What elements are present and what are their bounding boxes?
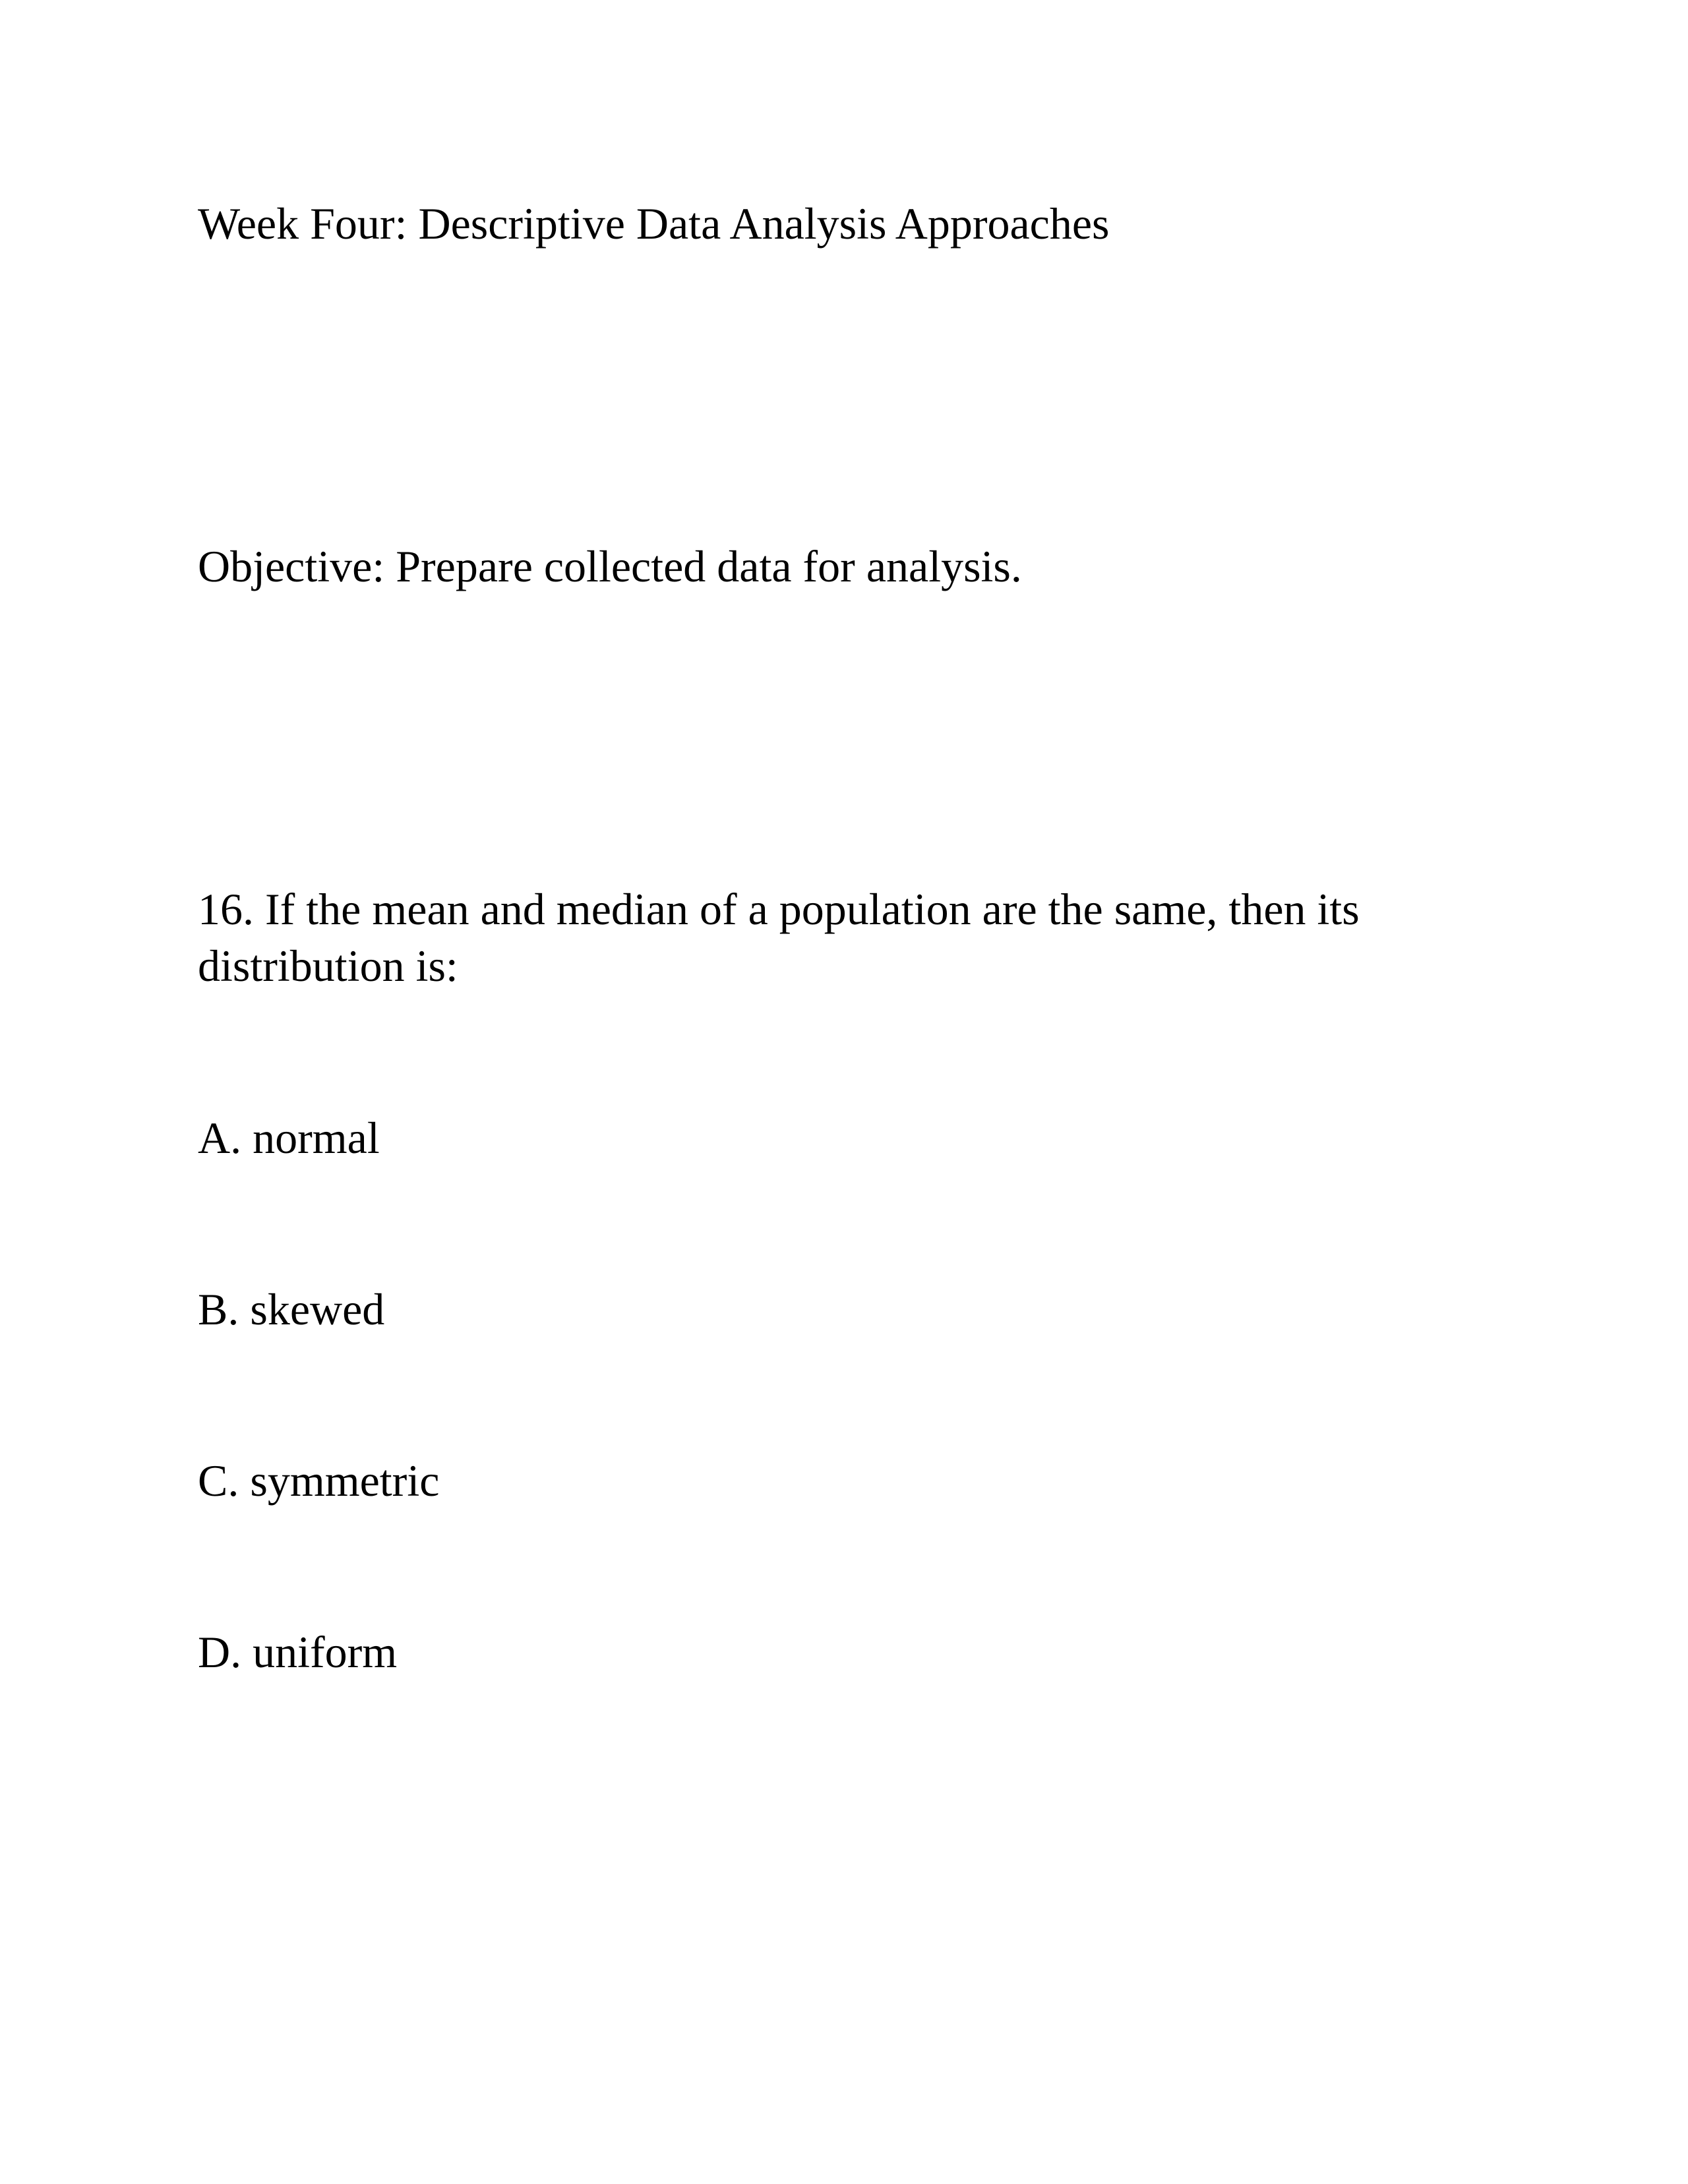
answer-option-d: D. uniform — [198, 1627, 398, 1677]
answer-option-c: C. symmetric — [198, 1456, 440, 1506]
objective-text: Objective: Prepare collected data for analysis. — [198, 541, 1022, 591]
answer-option-b: B. skewed — [198, 1284, 385, 1334]
page-heading: Week Four: Descriptive Data Analysis Approaches — [198, 198, 1110, 249]
question-line-2: distribution is: — [198, 941, 458, 991]
answer-option-a: A. normal — [198, 1113, 380, 1163]
question-line-1: 16. If the mean and median of a population are the same, then its — [198, 884, 1360, 934]
question-text — [198, 881, 1360, 994]
